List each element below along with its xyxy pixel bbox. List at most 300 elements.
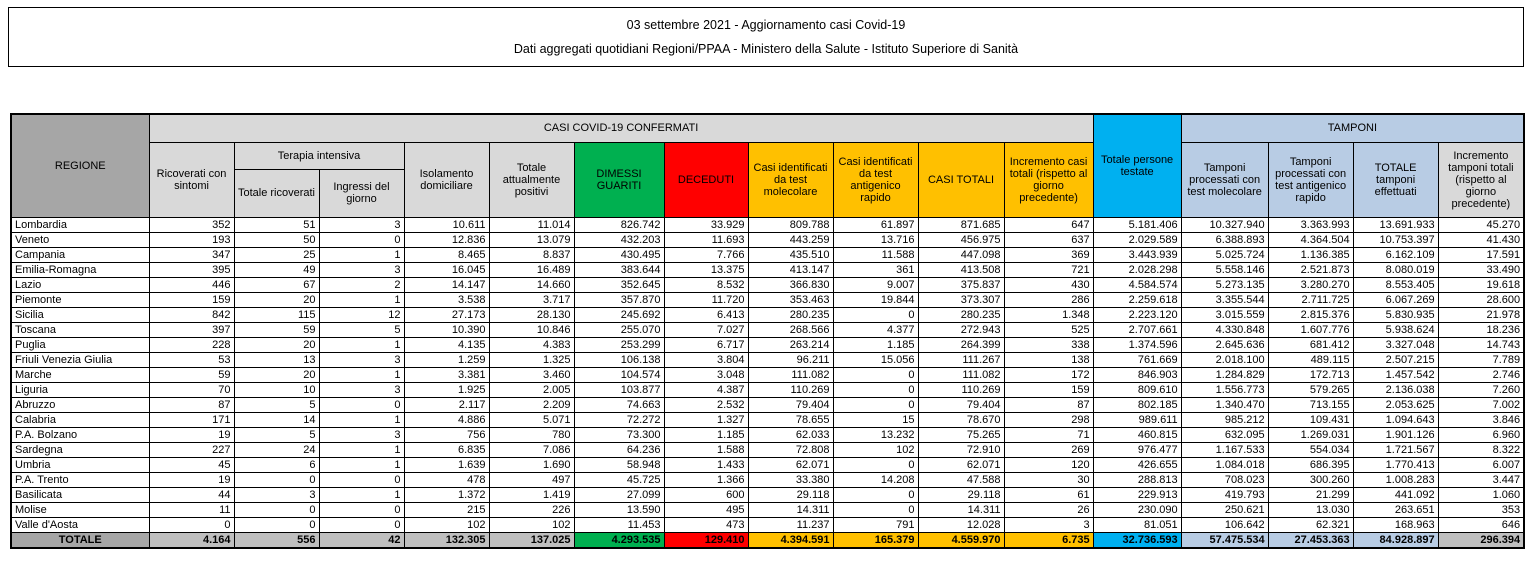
value-cell: 106.138 [574,352,664,367]
value-cell: 228 [149,337,234,352]
value-cell: 791 [833,517,918,532]
value-cell: 17.591 [1438,247,1524,262]
col-header-casi-totali: CASI TOTALI [918,142,1004,217]
header-row-sub [11,142,1524,169]
value-cell: 430.495 [574,247,664,262]
region-cell: TOTALE [11,532,149,548]
value-cell: 0 [319,502,404,517]
value-cell: 1.374.596 [1093,337,1181,352]
value-cell: 79.404 [748,397,833,412]
value-cell: 264.399 [918,337,1004,352]
region-cell: Abruzzo [11,397,149,412]
value-cell: 3 [234,487,319,502]
value-cell: 138 [1004,352,1093,367]
value-cell: 15 [833,412,918,427]
value-cell: 111.082 [918,367,1004,382]
value-cell: 13.030 [1268,502,1353,517]
value-cell: 288.813 [1093,472,1181,487]
value-cell: 272.943 [918,322,1004,337]
value-cell: 14.208 [833,472,918,487]
value-cell: 2.746 [1438,367,1524,382]
value-cell: 7.002 [1438,397,1524,412]
value-cell: 10.611 [404,217,489,232]
group-header-casi-confermati: CASI COVID-19 CONFERMATI [149,114,1093,142]
value-cell: 171 [149,412,234,427]
value-cell: 780 [489,427,574,442]
value-cell: 263.214 [748,337,833,352]
value-cell: 24 [234,442,319,457]
table-row [11,427,1524,442]
value-cell: 62.071 [918,457,1004,472]
value-cell: 78.655 [748,412,833,427]
value-cell: 8.837 [489,247,574,262]
value-cell: 3.717 [489,292,574,307]
value-cell: 432.203 [574,232,664,247]
value-cell: 0 [833,487,918,502]
value-cell: 226 [489,502,574,517]
value-cell: 826.742 [574,217,664,232]
value-cell: 102 [404,517,489,532]
table-row [11,457,1524,472]
value-cell: 352 [149,217,234,232]
value-cell: 338 [1004,337,1093,352]
value-cell: 13.232 [833,427,918,442]
value-cell: 1.269.031 [1268,427,1353,442]
value-cell: 1.372 [404,487,489,502]
value-cell: 1.136.385 [1268,247,1353,262]
value-cell: 1.084.018 [1181,457,1268,472]
value-cell: 1 [319,487,404,502]
region-cell: Lazio [11,277,149,292]
value-cell: 366.830 [748,277,833,292]
value-cell: 435.510 [748,247,833,262]
value-cell: 20 [234,292,319,307]
value-cell: 681.412 [1268,337,1353,352]
value-cell: 478 [404,472,489,487]
value-cell: 8.553.405 [1353,277,1438,292]
value-cell: 11.237 [748,517,833,532]
value-cell: 87 [149,397,234,412]
value-cell: 159 [149,292,234,307]
value-cell: 45.270 [1438,217,1524,232]
value-cell: 11.720 [664,292,748,307]
value-cell: 2.209 [489,397,574,412]
value-cell: 32.736.593 [1093,532,1181,548]
value-cell: 1.060 [1438,487,1524,502]
value-cell: 1.325 [489,352,574,367]
value-cell: 721 [1004,262,1093,277]
value-cell: 2.005 [489,382,574,397]
value-cell: 16.489 [489,262,574,277]
value-cell: 230.090 [1093,502,1181,517]
value-cell: 6 [234,457,319,472]
value-cell: 441.092 [1353,487,1438,502]
value-cell: 1 [319,247,404,262]
value-cell: 6.162.109 [1353,247,1438,262]
value-cell: 11.693 [664,232,748,247]
value-cell: 62.321 [1268,517,1353,532]
table-header [11,114,1524,217]
value-cell: 61 [1004,487,1093,502]
value-cell: 53 [149,352,234,367]
value-cell: 4.394.591 [748,532,833,548]
table-row [11,277,1524,292]
value-cell: 489.115 [1268,352,1353,367]
value-cell: 49 [234,262,319,277]
value-cell: 6.388.893 [1181,232,1268,247]
region-cell: P.A. Bolzano [11,427,149,442]
value-cell: 579.265 [1268,382,1353,397]
value-cell: 14.311 [748,502,833,517]
value-cell: 172 [1004,367,1093,382]
value-cell: 0 [833,307,918,322]
value-cell: 10.327.940 [1181,217,1268,232]
value-cell: 5.830.935 [1353,307,1438,322]
value-cell: 0 [833,397,918,412]
value-cell: 14.660 [489,277,574,292]
value-cell: 1 [319,337,404,352]
value-cell: 419.793 [1181,487,1268,502]
value-cell: 3.804 [664,352,748,367]
table-row [11,352,1524,367]
value-cell: 45.725 [574,472,664,487]
value-cell: 215 [404,502,489,517]
value-cell: 3.048 [664,367,748,382]
value-cell: 11.453 [574,517,664,532]
table-row [11,472,1524,487]
value-cell: 19 [149,427,234,442]
value-cell: 976.477 [1093,442,1181,457]
value-cell: 0 [833,382,918,397]
value-cell: 13.716 [833,232,918,247]
value-cell: 5.938.624 [1353,322,1438,337]
value-cell: 352.645 [574,277,664,292]
value-cell: 809.610 [1093,382,1181,397]
table-row [11,217,1524,232]
value-cell: 347 [149,247,234,262]
region-cell: Piemonte [11,292,149,307]
value-cell: 1.588 [664,442,748,457]
value-cell: 0 [319,472,404,487]
table-row [11,502,1524,517]
value-cell: 19 [149,472,234,487]
value-cell: 4.559.970 [918,532,1004,548]
totale-row [11,532,1524,548]
header-row-groups [11,114,1524,142]
col-header-totale-persone-testate: Totale persone testate [1093,114,1181,217]
value-cell: 0 [833,502,918,517]
value-cell: 50 [234,232,319,247]
value-cell: 165.379 [833,532,918,548]
col-header-casi-test-molecolare: Casi identificati da test molecolare [748,142,833,217]
group-header-tamponi: TAMPONI [1181,114,1524,142]
value-cell: 637 [1004,232,1093,247]
value-cell: 5.071 [489,412,574,427]
value-cell: 1.721.567 [1353,442,1438,457]
value-cell: 25 [234,247,319,262]
col-header-dimessi-guariti: DIMESSI GUARITI [574,142,664,217]
value-cell: 373.307 [918,292,1004,307]
value-cell: 29.118 [748,487,833,502]
region-cell: P.A. Trento [11,472,149,487]
value-cell: 102 [489,517,574,532]
value-cell: 62.071 [748,457,833,472]
col-header-deceduti: DECEDUTI [664,142,748,217]
value-cell: 21.978 [1438,307,1524,322]
value-cell: 109.431 [1268,412,1353,427]
value-cell: 111.267 [918,352,1004,367]
value-cell: 7.260 [1438,382,1524,397]
value-cell: 2.707.661 [1093,322,1181,337]
col-header-regione: REGIONE [11,114,149,217]
value-cell: 27.453.363 [1268,532,1353,548]
value-cell: 1.259 [404,352,489,367]
value-cell: 298 [1004,412,1093,427]
value-cell: 137.025 [489,532,574,548]
value-cell: 8.532 [664,277,748,292]
value-cell: 600 [664,487,748,502]
value-cell: 456.975 [918,232,1004,247]
value-cell: 495 [664,502,748,517]
value-cell: 460.815 [1093,427,1181,442]
value-cell: 7.766 [664,247,748,262]
value-cell: 168.963 [1353,517,1438,532]
value-cell: 3.381 [404,367,489,382]
value-cell: 110.269 [918,382,1004,397]
value-cell: 11 [149,502,234,517]
value-cell: 8.465 [404,247,489,262]
value-cell: 0 [319,517,404,532]
value-cell: 104.574 [574,367,664,382]
region-cell: Liguria [11,382,149,397]
value-cell: 1.340.470 [1181,397,1268,412]
value-cell: 5.025.724 [1181,247,1268,262]
value-cell: 159 [1004,382,1093,397]
value-cell: 1.348 [1004,307,1093,322]
value-cell: 473 [664,517,748,532]
region-cell: Veneto [11,232,149,247]
value-cell: 5 [234,397,319,412]
value-cell: 1.433 [664,457,748,472]
region-cell: Sicilia [11,307,149,322]
table-row [11,517,1524,532]
value-cell: 106.642 [1181,517,1268,532]
value-cell: 2 [319,277,404,292]
value-cell: 4.886 [404,412,489,427]
value-cell: 193 [149,232,234,247]
value-cell: 2.028.298 [1093,262,1181,277]
value-cell: 250.621 [1181,502,1268,517]
value-cell: 33.380 [748,472,833,487]
value-cell: 172.713 [1268,367,1353,382]
value-cell: 14.311 [918,502,1004,517]
value-cell: 4.135 [404,337,489,352]
value-cell: 2.136.038 [1353,382,1438,397]
value-cell: 103.877 [574,382,664,397]
value-cell: 15.056 [833,352,918,367]
value-cell: 28.130 [489,307,574,322]
value-cell: 4.377 [833,322,918,337]
value-cell: 686.395 [1268,457,1353,472]
value-cell: 75.265 [918,427,1004,442]
value-cell: 96.211 [748,352,833,367]
value-cell: 2.711.725 [1268,292,1353,307]
value-cell: 6.835 [404,442,489,457]
value-cell: 14.743 [1438,337,1524,352]
value-cell: 0 [833,367,918,382]
value-cell: 59 [149,367,234,382]
value-cell: 300.260 [1268,472,1353,487]
value-cell: 280.235 [918,307,1004,322]
table-row [11,292,1524,307]
value-cell: 4.293.535 [574,532,664,548]
value-cell: 4.383 [489,337,574,352]
value-cell: 87 [1004,397,1093,412]
col-header-ingressi-del-giorno: Ingressi del giorno [319,169,404,217]
value-cell: 2.223.120 [1093,307,1181,322]
value-cell: 0 [833,457,918,472]
value-cell: 61.897 [833,217,918,232]
value-cell: 13.590 [574,502,664,517]
col-header-totale-tamponi: TOTALE tamponi effettuati [1353,142,1438,217]
table-row [11,337,1524,352]
value-cell: 255.070 [574,322,664,337]
table-row [11,382,1524,397]
col-header-tamponi-molecolare: Tamponi processati con test molecolare [1181,142,1268,217]
value-cell: 29.118 [918,487,1004,502]
value-cell: 5.273.135 [1181,277,1268,292]
value-cell: 44 [149,487,234,502]
value-cell: 7.789 [1438,352,1524,367]
value-cell: 1.327 [664,412,748,427]
value-cell: 1 [319,367,404,382]
value-cell: 253.299 [574,337,664,352]
table-row [11,232,1524,247]
value-cell: 4.164 [149,532,234,548]
value-cell: 632.095 [1181,427,1268,442]
value-cell: 443.259 [748,232,833,247]
region-cell: Lombardia [11,217,149,232]
value-cell: 1.419 [489,487,574,502]
table-row [11,412,1524,427]
value-cell: 79.404 [918,397,1004,412]
value-cell: 985.212 [1181,412,1268,427]
region-cell: Umbria [11,457,149,472]
value-cell: 1 [319,442,404,457]
region-cell: Toscana [11,322,149,337]
value-cell: 413.508 [918,262,1004,277]
table-row [11,322,1524,337]
value-cell: 647 [1004,217,1093,232]
value-cell: 1.366 [664,472,748,487]
value-cell: 57.475.534 [1181,532,1268,548]
value-cell: 8.080.019 [1353,262,1438,277]
value-cell: 33.929 [664,217,748,232]
col-header-incremento-tamponi: Incremento tamponi totali (rispetto al giorno precedente) [1438,142,1524,217]
value-cell: 447.098 [918,247,1004,262]
value-cell: 72.272 [574,412,664,427]
value-cell: 0 [149,517,234,532]
value-cell: 2.029.589 [1093,232,1181,247]
value-cell: 3.460 [489,367,574,382]
value-cell: 556 [234,532,319,548]
region-cell: Marche [11,367,149,382]
value-cell: 227 [149,442,234,457]
value-cell: 74.663 [574,397,664,412]
value-cell: 120 [1004,457,1093,472]
value-cell: 19.618 [1438,277,1524,292]
value-cell: 102 [833,442,918,457]
value-cell: 10.390 [404,322,489,337]
value-cell: 1.167.533 [1181,442,1268,457]
value-cell: 296.394 [1438,532,1524,548]
covid-data-table [10,113,1525,549]
value-cell: 5.558.146 [1181,262,1268,277]
value-cell: 33.490 [1438,262,1524,277]
value-cell: 12.836 [404,232,489,247]
region-cell: Sardegna [11,442,149,457]
value-cell: 8.322 [1438,442,1524,457]
value-cell: 6.960 [1438,427,1524,442]
value-cell: 4.330.848 [1181,322,1268,337]
value-cell: 2.645.636 [1181,337,1268,352]
table-row [11,307,1524,322]
value-cell: 2.521.873 [1268,262,1353,277]
value-cell: 12.028 [918,517,1004,532]
value-cell: 525 [1004,322,1093,337]
value-cell: 26 [1004,502,1093,517]
value-cell: 30 [1004,472,1093,487]
value-cell: 413.147 [748,262,833,277]
value-cell: 286 [1004,292,1093,307]
value-cell: 1.185 [833,337,918,352]
value-cell: 84.928.897 [1353,532,1438,548]
value-cell: 81.051 [1093,517,1181,532]
page-title: 03 settembre 2021 - Aggiornamento casi Covid-19 [626,18,906,32]
value-cell: 28.600 [1438,292,1524,307]
value-cell: 7.086 [489,442,574,457]
value-cell: 13.691.933 [1353,217,1438,232]
value-cell: 10.846 [489,322,574,337]
value-cell: 3.363.993 [1268,217,1353,232]
value-cell: 111.082 [748,367,833,382]
table-row [11,367,1524,382]
page-subtitle: Dati aggregati quotidiani Regioni/PPAA - Ministero della Salute - Istituto Superiore di Sanità [513,42,1019,56]
value-cell: 0 [319,232,404,247]
value-cell: 846.903 [1093,367,1181,382]
value-cell: 268.566 [748,322,833,337]
value-cell: 3.447 [1438,472,1524,487]
value-cell: 361 [833,262,918,277]
value-cell: 13.375 [664,262,748,277]
value-cell: 72.808 [748,442,833,457]
value-cell: 27.173 [404,307,489,322]
table-row [11,442,1524,457]
value-cell: 42 [319,532,404,548]
value-cell: 6.007 [1438,457,1524,472]
value-cell: 263.651 [1353,502,1438,517]
value-cell: 497 [489,472,574,487]
region-cell: Calabria [11,412,149,427]
value-cell: 62.033 [748,427,833,442]
value-cell: 0 [234,502,319,517]
value-cell: 16.045 [404,262,489,277]
table-body [11,217,1524,548]
value-cell: 446 [149,277,234,292]
value-cell: 3.443.939 [1093,247,1181,262]
value-cell: 3 [1004,517,1093,532]
value-cell: 2.507.215 [1353,352,1438,367]
